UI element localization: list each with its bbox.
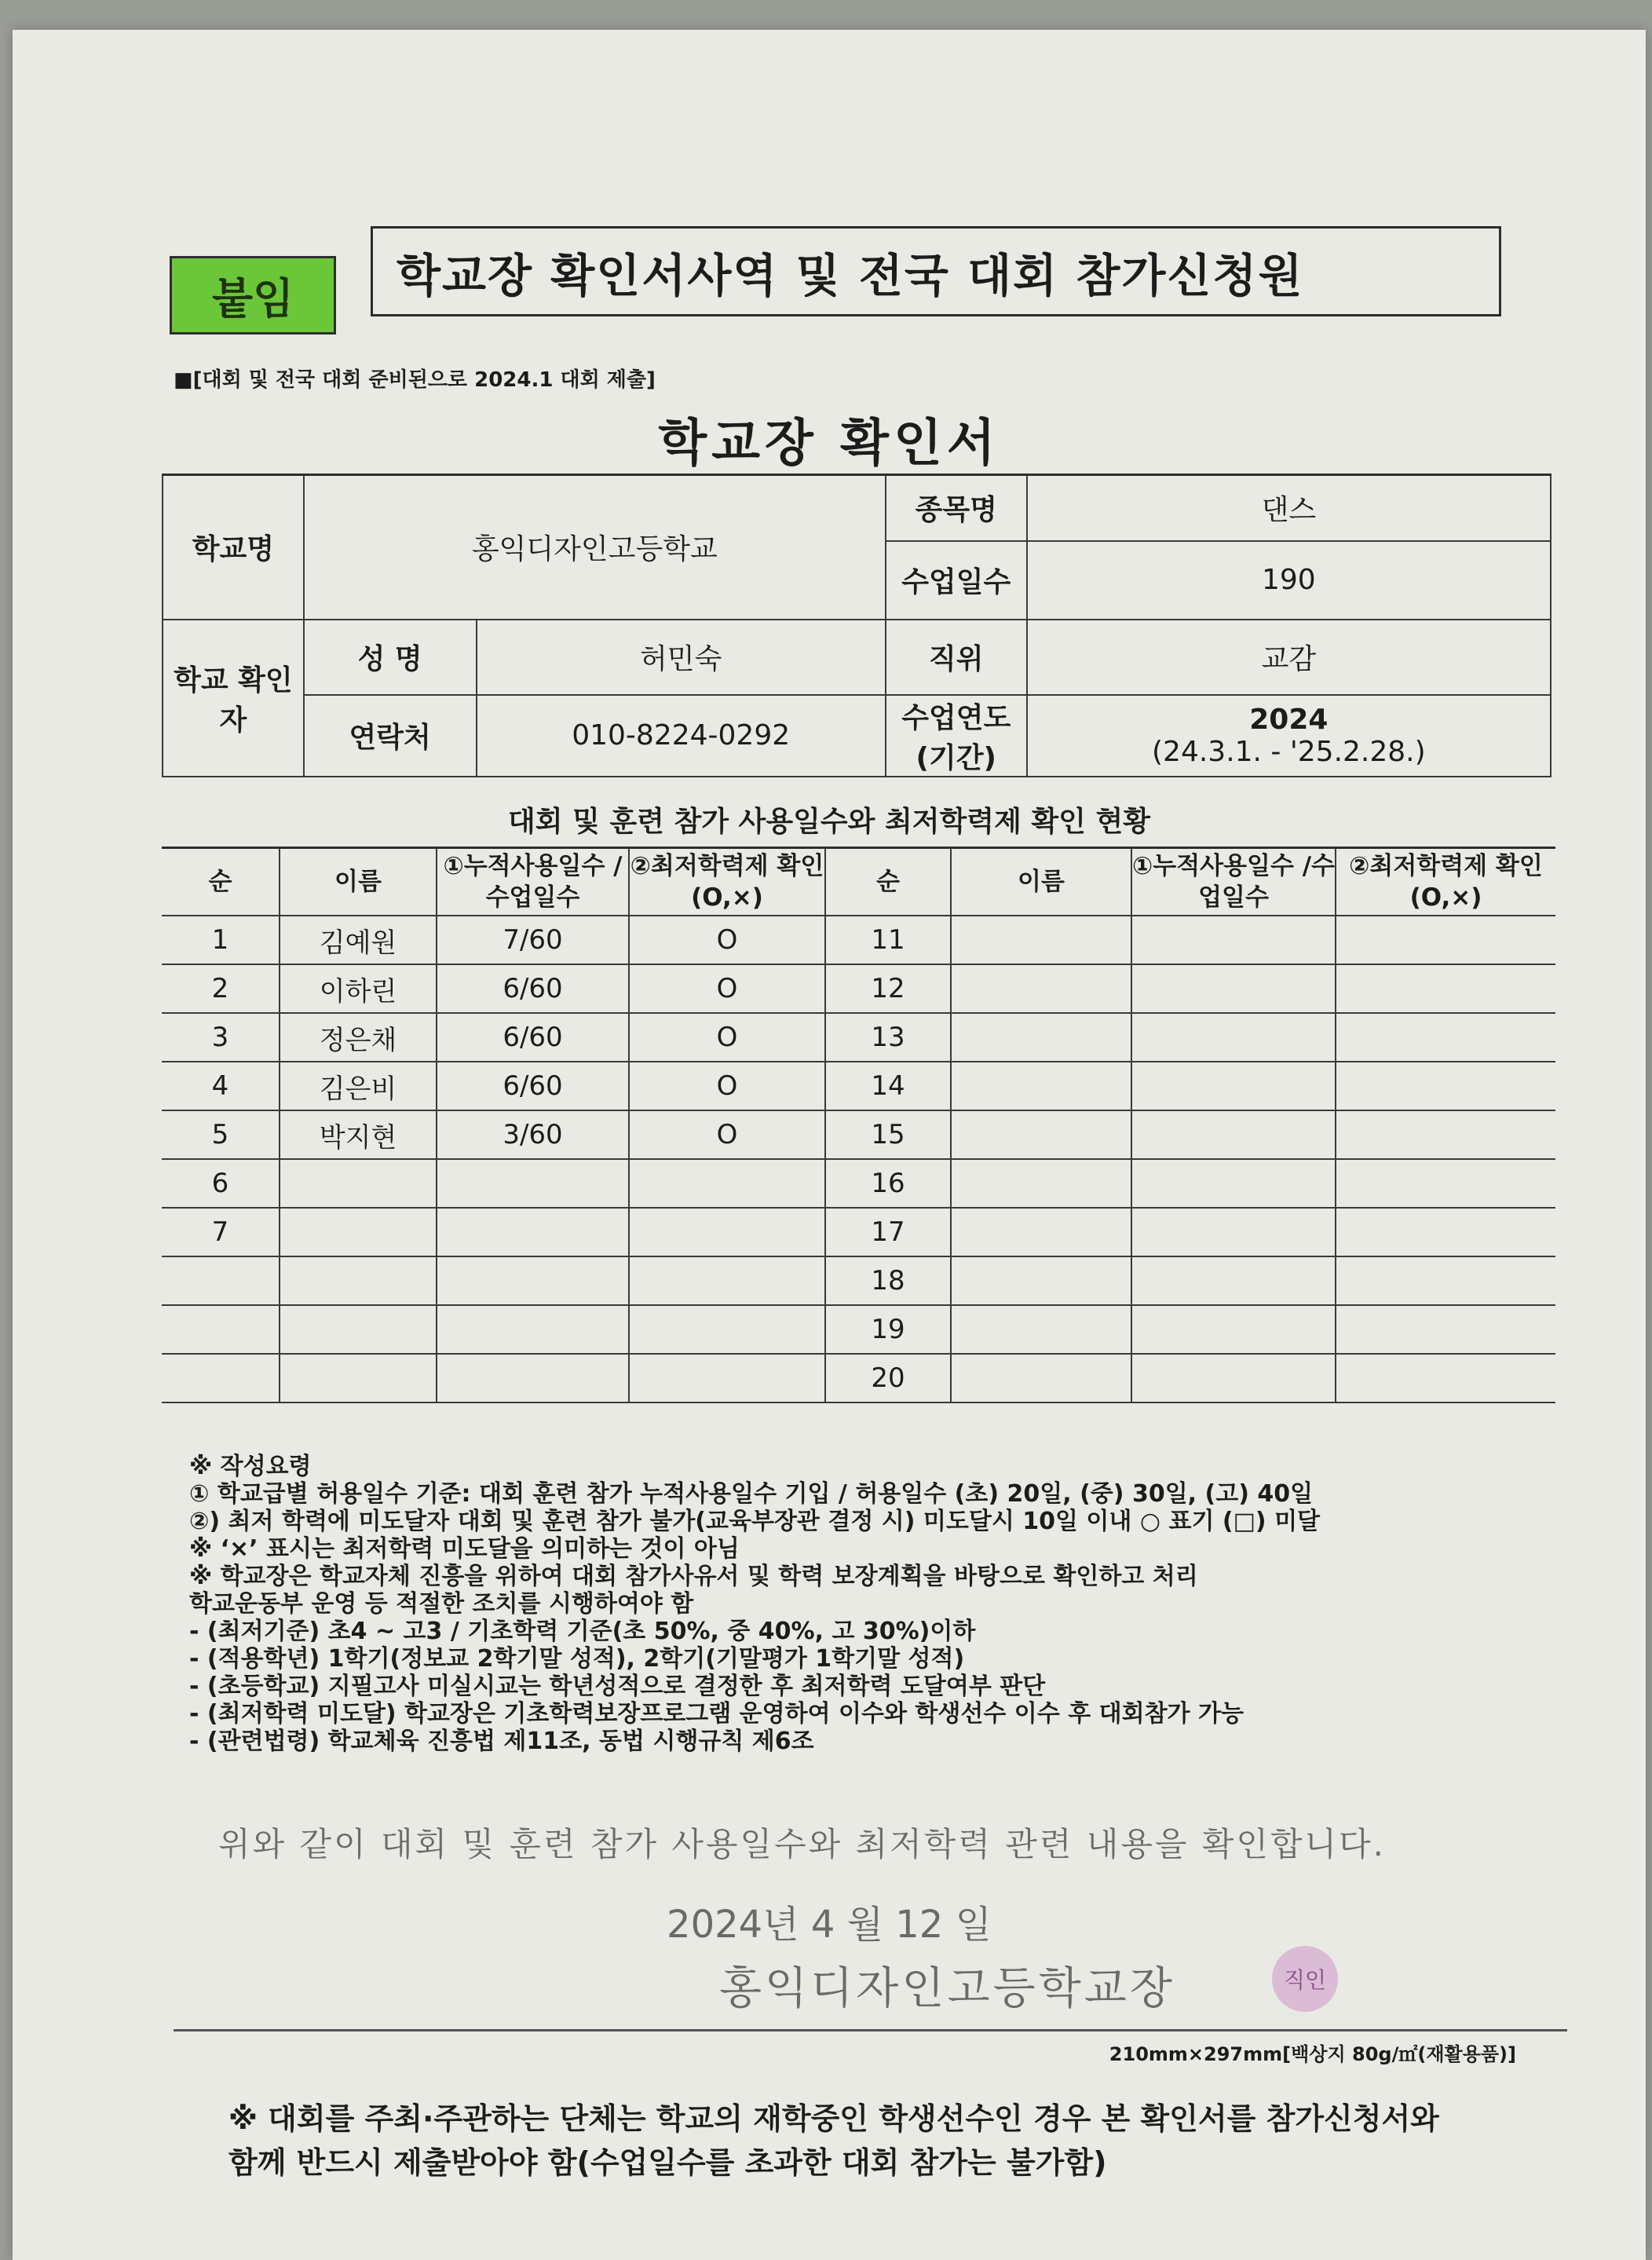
student-name [280,1305,437,1354]
form-code: 210mm×297mm[백상지 80g/㎡(재활용품)] [1109,2043,1516,2065]
row-number: 1 [162,916,280,964]
min-achievement-check: O [629,1062,825,1110]
used-days: 7/60 [437,916,629,964]
row-number: 14 [825,1062,951,1110]
min-achievement-check [1336,1208,1555,1256]
footnote [228,2097,1579,2185]
note-line: - (최저기준) 초4 ~ 고3 / 기초학력 기준(초 50%, 중 40%, 고 30%)이하 [189,1618,976,1645]
min-achievement-check [629,1305,825,1354]
table-row [162,1062,1555,1110]
header-name: 이름 [280,848,437,916]
note-line: 학교운동부 운영 등 적절한 조치를 시행하여야 함 [189,1590,694,1618]
student-name [951,1354,1131,1402]
student-name [951,1305,1131,1354]
student-name [951,1110,1131,1159]
table-row [162,1208,1555,1256]
row-number: 15 [825,1110,951,1159]
student-name: 김은비 [280,1062,437,1110]
student-name [280,1208,437,1256]
period [1027,695,1551,777]
min-achievement-check [629,1256,825,1305]
student-name: 김예원 [280,916,437,964]
used-days [1131,1062,1336,1110]
header-check-right: ②최저학력제 확인(O,×) [1336,848,1555,916]
student-name [951,1256,1131,1305]
used-days [437,1256,629,1305]
min-achievement-check [1336,1354,1555,1402]
used-days [437,1354,629,1402]
table-row [162,1159,1555,1208]
row-number: 2 [162,964,280,1013]
note-line: - (최저학력 미도달) 학교장은 기초학력보장프로그램 운영하여 이수와 학생선수 이수 후 대회참가 가능 [189,1700,1244,1728]
confirm-statement: 위와 같이 대회 및 훈련 참가 사용일수와 최저학력 관련 내용을 확인합니다. [218,1825,1387,1863]
note-line: ① 학교급별 허용일수 기준: 대회 훈련 참가 누적사용일수 기입 / 허용일수 (초) 20일, (중) 30일, (고) 40일 [189,1480,1314,1508]
row-number [162,1354,280,1402]
table-row [162,1110,1555,1159]
school-name: 홍익디자인고등학교 [304,475,886,620]
principal: 홍익디자인고등학교장 [719,1963,1175,2014]
used-days [1131,1208,1336,1256]
used-days: 6/60 [437,1013,629,1062]
period-year: 2024 [1249,703,1329,736]
school-name-label: 학교명 [163,475,304,620]
min-achievement-check: O [629,964,825,1013]
form-note: ■[대회 및 전국 대회 준비된으로 2024.1 대회 제출] [174,368,656,392]
header-no-right: 순 [825,848,951,916]
row-number: 17 [825,1208,951,1256]
row-number [162,1305,280,1354]
position-label: 직위 [886,620,1027,695]
sport-label: 종목명 [886,475,1027,541]
footnote-line-2: 함께 반드시 제출받아야 함(수업일수를 초과한 대회 참가는 불가함) [228,2145,1107,2180]
used-days: 6/60 [437,1062,629,1110]
divider [174,2029,1567,2031]
min-achievement-check [629,1208,825,1256]
student-name [280,1354,437,1402]
footnote-line-1: ※ 대회를 주최·주관하는 단체는 학교의 재학중인 학생선수인 경우 본 확인서를 참가신청서와 [228,2101,1439,2136]
used-days [1131,1305,1336,1354]
used-days [1131,1013,1336,1062]
row-number: 18 [825,1256,951,1305]
used-days [437,1305,629,1354]
used-days [1131,1354,1336,1402]
header-days: ①누적사용일수 /수업일수 [437,848,629,916]
min-achievement-check [1336,1256,1555,1305]
row-number: 6 [162,1159,280,1208]
confirmer-name: 허민숙 [477,620,886,695]
row-number: 12 [825,964,951,1013]
confirmer-label: 학교 확인자 [163,620,304,777]
min-achievement-check [1336,1013,1555,1062]
row-number: 7 [162,1208,280,1256]
notes [189,1453,1571,1755]
student-name [951,916,1131,964]
min-achievement-check [629,1354,825,1402]
row-number: 3 [162,1013,280,1062]
sport: 댄스 [1027,475,1551,541]
header-check: ②최저학력제 확인(O,×) [629,848,825,916]
participant-rows [162,916,1555,1402]
min-achievement-check: O [629,916,825,964]
table-row [162,1354,1555,1402]
used-days [1131,1256,1336,1305]
row-number: 5 [162,1110,280,1159]
used-days [437,1208,629,1256]
participants-table [162,847,1555,1403]
student-name [951,1208,1131,1256]
confirmer-position: 교감 [1027,620,1551,695]
student-name [951,1159,1131,1208]
attachment-badge: 붙임 [170,256,336,335]
row-number: 11 [825,916,951,964]
school-info-table [162,474,1551,777]
student-name: 이하린 [280,964,437,1013]
used-days: 3/60 [437,1110,629,1159]
min-achievement-check [1336,916,1555,964]
header-name-right: 이름 [951,848,1131,916]
header [170,226,1504,340]
contact: 010-8224-0292 [477,695,886,777]
note-line: ※ ‘×’ 표시는 최저학력 미도달을 의미하는 것이 아님 [189,1535,740,1563]
student-name [951,1013,1131,1062]
note-line: - (초등학교) 지필고사 미실시교는 학년성적으로 결정한 후 최저학력 도달여부 판단 [189,1673,1046,1700]
used-days [1131,1110,1336,1159]
notes-heading: ※ 작성요령 [189,1453,312,1480]
document-title: 학교장 확인서 [658,415,1000,473]
participants-subtitle: 대회 및 훈련 참가 사용일수와 최저학력제 확인 현황 [507,806,1151,838]
period-label: 수업연도 (기간) [886,695,1027,777]
student-name: 정은채 [280,1013,437,1062]
table-row [162,1013,1555,1062]
note-line: - (적용학년) 1학기(정보교 2학기말 성적), 2학기(기말평가 1학기말 성적) [189,1645,965,1673]
days-label: 수업일수 [886,541,1027,620]
header-title: 학교장 확인서사역 및 전국 대회 참가신청원 [371,226,1501,316]
row-number: 19 [825,1305,951,1354]
header-no: 순 [162,848,280,916]
note-line: ※ 학교장은 학교자체 진흥을 위하여 대회 참가사유서 및 학력 보장계획을 바탕으로 확인하고 처리 [189,1563,1198,1590]
student-name [951,1062,1131,1110]
row-number: 4 [162,1062,280,1110]
table-row [162,916,1555,964]
official-seal [1272,1946,1338,2012]
min-achievement-check [1336,1159,1555,1208]
document-page [13,30,1646,2260]
note-line: - (관련법령) 학교체육 진흥법 제11조, 동법 시행규칙 제6조 [189,1728,814,1755]
min-achievement-check [1336,1110,1555,1159]
table-row [162,964,1555,1013]
row-number: 20 [825,1354,951,1402]
issue-date: 2024년 4 월 12 일 [667,1903,992,1947]
min-achievement-check [1336,1062,1555,1110]
header-days-right: ①누적사용일수 /수업일수 [1131,848,1336,916]
min-achievement-check [629,1159,825,1208]
name-label: 성 명 [304,620,477,695]
used-days [1131,1159,1336,1208]
min-achievement-check: O [629,1013,825,1062]
min-achievement-check [1336,964,1555,1013]
row-number: 16 [825,1159,951,1208]
min-achievement-check [1336,1305,1555,1354]
student-name: 박지현 [280,1110,437,1159]
period-range: (24.3.1. - '25.2.28.) [1152,735,1426,768]
note-line: ②) 최저 학력에 미도달자 대회 및 훈련 참가 불가(교육부장관 결정 시) 미도달시 10일 이내 ○ 표기 (□) 미달 [189,1508,1321,1535]
contact-label: 연락처 [304,695,477,777]
seal-text: 직인 [1283,1967,1327,1993]
table-row [162,1305,1555,1354]
used-days [1131,916,1336,964]
student-name [280,1159,437,1208]
used-days [437,1159,629,1208]
used-days: 6/60 [437,964,629,1013]
days-value: 190 [1027,541,1551,620]
row-number: 13 [825,1013,951,1062]
table-row [162,1256,1555,1305]
notes-lines [189,1480,1571,1755]
used-days [1131,964,1336,1013]
student-name [951,964,1131,1013]
student-name [280,1256,437,1305]
min-achievement-check: O [629,1110,825,1159]
row-number [162,1256,280,1305]
table-header-row [162,848,1555,916]
